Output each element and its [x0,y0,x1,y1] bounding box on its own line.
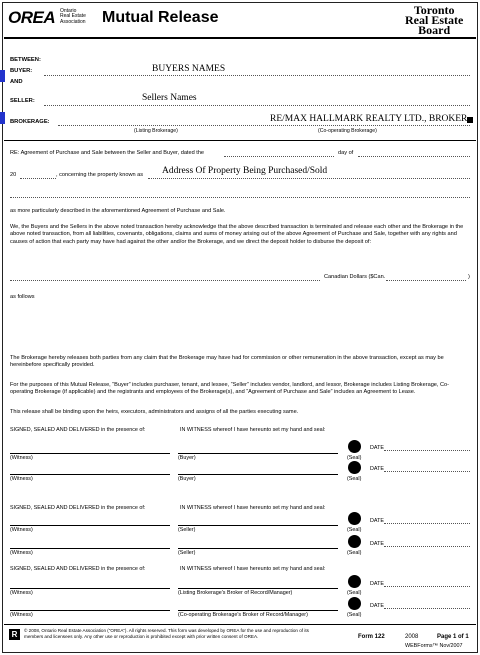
date-label: DATE [370,603,384,609]
seller-signature-line[interactable] [178,525,338,526]
brokerage-release-paragraph: The Brokerage hereby releases both parties from any claim that the Brokerage may have had for commission or other remuneration in the above transaction, except as may be hereinbefore specifically provided. [10,355,444,369]
listing-broker-caption: (Listing Brokerage's Broker of Record/Manager) [178,590,293,596]
buyer-caption: (Buyer) [178,476,196,482]
seal-icon [348,440,361,453]
date-line[interactable] [384,586,470,587]
witness-hand-label-3: IN WITNESS whereof I have hereunto set my hand and seal: [180,566,326,572]
as-follows-label: as follows [10,294,35,300]
brokerage-line [58,125,470,126]
year-prefix: 20 [10,172,17,178]
section-rule [4,140,476,141]
deposit-line[interactable] [10,280,320,281]
date-line[interactable] [384,523,470,524]
coop-broker-caption: (Co-operating Brokerage's Broker of Record/Manager) [178,612,308,618]
property-line [148,178,470,179]
signed-label-3: SIGNED, SEALED AND DELIVERED in the presence of: [10,566,146,572]
date-line[interactable] [384,608,470,609]
seal-icon [348,597,361,610]
margin-marker [0,70,5,82]
day-of-line[interactable] [358,156,470,157]
buyer-signature-line[interactable] [178,474,338,475]
seal-caption: (Seal) [347,590,362,596]
buyer-line [44,75,470,76]
witness-line[interactable] [10,610,170,611]
seal-icon [348,461,361,474]
witness-caption: (Witness) [10,455,33,461]
currency-label: Canadian Dollars ($Can. [324,274,386,280]
webforms-label: WEBForms™ Nov/2007 [405,643,463,649]
witness-line[interactable] [10,474,170,475]
signed-label-1: SIGNED, SEALED AND DELIVERED in the presence of: [10,427,146,433]
seal-caption: (Seal) [347,527,362,533]
witness-caption: (Witness) [10,612,33,618]
witness-caption: (Witness) [10,476,33,482]
and-label: AND [10,79,23,85]
witness-line[interactable] [10,588,170,589]
seller-signature-line[interactable] [178,548,338,549]
witness-hand-label-2: IN WITNESS whereof I have hereunto set my hand and seal: [180,505,326,511]
copyright-text: © 2008, Ontario Real Estate Association (“OREA”). All rights reserved. This form was developed by OREA for the use and reproduction of its members and licensees only. Any other use or reproduction is prohibited except with prior written consent of OREA. [24,628,309,639]
coop-broker-signature-line[interactable] [178,610,338,611]
brokerage-marker-icon [467,117,473,123]
signed-label-2: SIGNED, SEALED AND DELIVERED in the presence of: [10,505,146,511]
listing-broker-signature-line[interactable] [178,588,338,589]
seal-icon [348,512,361,525]
witness-caption: (Witness) [10,590,33,596]
witness-line[interactable] [10,453,170,454]
board-line-2: Real Estate [405,13,464,27]
between-label: BETWEEN: [10,57,41,63]
release-paragraph: We, the Buyers and the Sellers in the above noted transaction hereby acknowledge that the above described transaction is terminated and release each other and the Brokerage in the above noted transaction, from all liabilities, covenants, obligations, claims and sums of money arising out of the above Agreement of Purchase and Sale, together with any rights and causes of action that each party may have had against the other and/or the Brokerage, and we direct the deposit holder to disburse the deposit of: [10,224,464,245]
date-line[interactable] [384,450,470,451]
seller-field[interactable]: Sellers Names [142,93,197,103]
buyer-label: BUYER: [10,68,33,74]
seller-caption: (Seller) [178,550,196,556]
seal-icon [348,535,361,548]
trreb-logo [405,5,463,35]
date-label: DATE [370,541,384,547]
margin-marker [0,112,5,124]
board-line-1: Toronto [413,3,455,17]
binding-paragraph: This release shall be binding upon the heirs, executors, administrators and assigns of all the parties executing same. [10,409,299,415]
witness-caption: (Witness) [10,550,33,556]
witness-line[interactable] [10,525,170,526]
brokerage-field[interactable]: RE/MAX HALLMARK REALTY LTD., BROKER [270,114,468,124]
seal-caption: (Seal) [347,476,362,482]
seller-line [44,105,470,106]
realtor-r-logo: R [9,629,20,640]
seller-caption: (Seller) [178,527,196,533]
board-line-3: Board [418,23,451,37]
date-line[interactable] [384,546,470,547]
seal-caption: (Seal) [347,550,362,556]
buyer-field[interactable]: BUYERS NAMES [152,64,226,74]
date-label: DATE [370,466,384,472]
footer-rule [4,624,476,625]
seal-caption: (Seal) [347,612,362,618]
form-number: Form 122 [358,634,385,640]
orea-logo-text: OREA [8,8,56,27]
buyer-caption: (Buyer) [178,455,196,461]
date-label: DATE [370,581,384,587]
day-of-label: day of [338,150,354,156]
form-frame [2,2,478,653]
header-rule [4,37,476,39]
currency-close: ) [468,274,470,280]
witness-line[interactable] [10,548,170,549]
buyer-signature-line[interactable] [178,453,338,454]
date-line[interactable] [384,471,470,472]
orea-logo [8,8,55,28]
witness-caption: (Witness) [10,527,33,533]
year-line[interactable] [20,178,56,179]
brokerage-label: BROKERAGE: [10,119,50,125]
dated-line[interactable] [224,156,334,157]
page-indicator: Page 1 of 1 [437,634,469,640]
definitions-paragraph: For the purposes of this Mutual Release, “Buyer” includes purchaser, tenant, and lessee, “Seller” includes vendor, landlord, and lessor, Brokerage includes Listing Brokerage, Co-operating Brokerage (if applicable) and the registrants and employees of the Brokerage(s), and “Agreement of Purchase and Sale” includes an Agreement to Lease. [10,382,450,396]
form-title: Mutual Release [102,9,219,26]
property-field[interactable]: Address Of Property Being Purchased/Sold [162,166,328,176]
re-text: RE: Agreement of Purchase and Sale between the Seller and Buyer, dated the [10,150,205,156]
form-year: 2008 [405,634,419,640]
listing-caption: (Listing Brokerage) [134,128,178,134]
known-as-label: , concerning the property known as [56,172,144,178]
seal-caption: (Seal) [347,455,362,461]
seller-label: SELLER: [10,98,35,104]
described-text: as more particularly described in the aforementioned Agreement of Purchase and Sale. [10,208,226,214]
property-line-2[interactable] [10,197,470,198]
date-label: DATE [370,445,384,451]
orea-logo-subtitle: Ontario Real Estate Association [60,8,86,25]
currency-amount-line[interactable] [386,280,466,281]
coop-caption: (Co-operating Brokerage) [318,128,377,134]
date-label: DATE [370,518,384,524]
witness-hand-label-1: IN WITNESS whereof I have hereunto set my hand and seal: [180,427,326,433]
seal-icon [348,575,361,588]
